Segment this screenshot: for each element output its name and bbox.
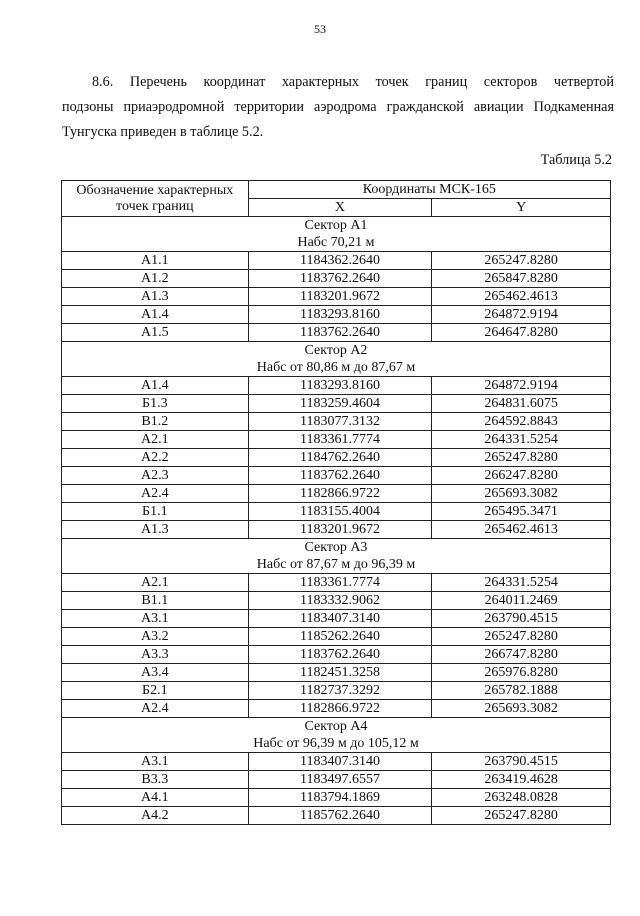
table-row bbox=[62, 324, 611, 342]
y-cell: 265693.3082 bbox=[432, 485, 611, 503]
point-cell: В1.2 bbox=[62, 413, 249, 431]
intro-line-1: 8.6. Перечень координат характерных точек границ секторов четвертой bbox=[92, 74, 614, 90]
point-cell: А3.2 bbox=[62, 628, 249, 646]
sector-header bbox=[62, 539, 611, 574]
header-coordinates: Координаты МСК-165 bbox=[248, 181, 610, 199]
x-cell: 1183361.7774 bbox=[248, 431, 432, 449]
header-x: X bbox=[248, 199, 432, 217]
y-cell: 265247.8280 bbox=[432, 628, 611, 646]
x-cell: 1183762.2640 bbox=[248, 324, 432, 342]
sector-title: Сектор А3 bbox=[304, 540, 368, 555]
point-cell: А3.3 bbox=[62, 646, 249, 664]
x-cell: 1185762.2640 bbox=[248, 807, 432, 825]
point-cell: А2.1 bbox=[62, 431, 249, 449]
point-cell: А2.2 bbox=[62, 449, 249, 467]
point-cell: А3.4 bbox=[62, 664, 249, 682]
point-cell: А2.1 bbox=[62, 574, 249, 592]
table-row bbox=[62, 807, 611, 825]
point-cell: В1.1 bbox=[62, 592, 249, 610]
x-cell: 1183259.4604 bbox=[248, 395, 432, 413]
x-cell: 1183794.1869 bbox=[248, 789, 432, 807]
y-cell: 265247.8280 bbox=[432, 807, 611, 825]
coordinates-table bbox=[61, 180, 611, 825]
table-row bbox=[62, 377, 611, 395]
intro-line-2: подзоны приаэродромной территории аэродрома гражданской авиации Подкаменная bbox=[62, 99, 614, 115]
table-row bbox=[62, 395, 611, 413]
x-cell: 1183762.2640 bbox=[248, 646, 432, 664]
y-cell: 264331.5254 bbox=[432, 574, 611, 592]
x-cell: 1183077.3132 bbox=[248, 413, 432, 431]
table-label: Таблица 5.2 bbox=[540, 152, 612, 168]
table-row bbox=[62, 288, 611, 306]
point-cell: А2.4 bbox=[62, 700, 249, 718]
x-cell: 1182451.3258 bbox=[248, 664, 432, 682]
intro-line-3: Тунгуска приведен в таблице 5.2. bbox=[62, 124, 264, 140]
sector-header-row bbox=[62, 217, 611, 252]
y-cell: 266247.8280 bbox=[432, 467, 611, 485]
table-row bbox=[62, 610, 611, 628]
y-cell: 263248.0828 bbox=[432, 789, 611, 807]
point-cell: А2.4 bbox=[62, 485, 249, 503]
table-row bbox=[62, 753, 611, 771]
x-cell: 1183293.8160 bbox=[248, 306, 432, 324]
y-cell: 263790.4515 bbox=[432, 610, 611, 628]
sector-height: Набс от 80,86 м до 87,67 м bbox=[256, 360, 416, 375]
y-cell: 265976.8280 bbox=[432, 664, 611, 682]
y-cell: 263419.4628 bbox=[432, 771, 611, 789]
sector-header bbox=[62, 342, 611, 377]
point-cell: А2.3 bbox=[62, 467, 249, 485]
point-cell: А4.1 bbox=[62, 789, 249, 807]
y-cell: 263790.4515 bbox=[432, 753, 611, 771]
table-header bbox=[62, 181, 611, 217]
x-cell: 1183293.8160 bbox=[248, 377, 432, 395]
y-cell: 265495.3471 bbox=[432, 503, 611, 521]
table-row bbox=[62, 628, 611, 646]
x-cell: 1183762.2640 bbox=[248, 270, 432, 288]
table-body bbox=[62, 217, 611, 825]
x-cell: 1184762.2640 bbox=[248, 449, 432, 467]
point-cell: В3.3 bbox=[62, 771, 249, 789]
x-cell: 1182737.3292 bbox=[248, 682, 432, 700]
y-cell: 265693.3082 bbox=[432, 700, 611, 718]
header-y: Y bbox=[432, 199, 611, 217]
table-row bbox=[62, 485, 611, 503]
point-cell: A1.5 bbox=[62, 324, 249, 342]
y-cell: 265782.1888 bbox=[432, 682, 611, 700]
table-row bbox=[62, 521, 611, 539]
x-cell: 1183155.4004 bbox=[248, 503, 432, 521]
point-cell: A1.3 bbox=[62, 288, 249, 306]
table-row bbox=[62, 664, 611, 682]
header-point-designation: Обозначение характерных точек границ bbox=[62, 181, 249, 217]
point-cell: А3.1 bbox=[62, 753, 249, 771]
point-cell: A1.4 bbox=[62, 377, 249, 395]
table-row bbox=[62, 431, 611, 449]
sector-header-row bbox=[62, 342, 611, 377]
y-cell: 265847.8280 bbox=[432, 270, 611, 288]
sector-header-row bbox=[62, 718, 611, 753]
x-cell: 1183361.7774 bbox=[248, 574, 432, 592]
y-cell: 264647.8280 bbox=[432, 324, 611, 342]
x-cell: 1183407.3140 bbox=[248, 610, 432, 628]
sector-title: Сектор А1 bbox=[304, 218, 368, 233]
y-cell: 265462.4613 bbox=[432, 521, 611, 539]
x-cell: 1184362.2640 bbox=[248, 252, 432, 270]
sector-height: Набс от 87,67 м до 96,39 м bbox=[256, 557, 416, 572]
y-cell: 264831.6075 bbox=[432, 395, 611, 413]
table-row bbox=[62, 789, 611, 807]
x-cell: 1185262.2640 bbox=[248, 628, 432, 646]
point-cell: А3.1 bbox=[62, 610, 249, 628]
y-cell: 264872.9194 bbox=[432, 306, 611, 324]
table-row bbox=[62, 503, 611, 521]
point-cell: А1.3 bbox=[62, 521, 249, 539]
point-cell: A1.1 bbox=[62, 252, 249, 270]
table-row bbox=[62, 270, 611, 288]
x-cell: 1183201.9672 bbox=[248, 521, 432, 539]
point-cell: Б2.1 bbox=[62, 682, 249, 700]
y-cell: 264331.5254 bbox=[432, 431, 611, 449]
table-row bbox=[62, 682, 611, 700]
table-row bbox=[62, 252, 611, 270]
sector-title: Сектор А2 bbox=[304, 343, 368, 358]
x-cell: 1183332.9062 bbox=[248, 592, 432, 610]
intro-paragraph bbox=[62, 70, 614, 145]
table-row bbox=[62, 592, 611, 610]
y-cell: 265247.8280 bbox=[432, 449, 611, 467]
sector-header-row bbox=[62, 539, 611, 574]
table-row bbox=[62, 771, 611, 789]
sector-title: Сектор А4 bbox=[304, 719, 368, 734]
x-cell: 1182866.9722 bbox=[248, 485, 432, 503]
table-row bbox=[62, 646, 611, 664]
sector-header bbox=[62, 217, 611, 252]
x-cell: 1183407.3140 bbox=[248, 753, 432, 771]
sector-height: Набс от 96,39 м до 105,12 м bbox=[253, 736, 419, 751]
point-cell: A1.4 bbox=[62, 306, 249, 324]
y-cell: 266747.8280 bbox=[432, 646, 611, 664]
table-row bbox=[62, 413, 611, 431]
y-cell: 265247.8280 bbox=[432, 252, 611, 270]
table-row bbox=[62, 700, 611, 718]
y-cell: 264011.2469 bbox=[432, 592, 611, 610]
table-row bbox=[62, 574, 611, 592]
x-cell: 1183762.2640 bbox=[248, 467, 432, 485]
table-row bbox=[62, 306, 611, 324]
y-cell: 265462.4613 bbox=[432, 288, 611, 306]
point-cell: Б1.1 bbox=[62, 503, 249, 521]
page-number: 53 bbox=[314, 22, 326, 36]
sector-height: Набс 70,21 м bbox=[297, 235, 375, 250]
sector-header bbox=[62, 718, 611, 753]
y-cell: 264872.9194 bbox=[432, 377, 611, 395]
point-cell: Б1.3 bbox=[62, 395, 249, 413]
y-cell: 264592.8843 bbox=[432, 413, 611, 431]
x-cell: 1183497.6557 bbox=[248, 771, 432, 789]
x-cell: 1182866.9722 bbox=[248, 700, 432, 718]
point-cell: A1.2 bbox=[62, 270, 249, 288]
table-row bbox=[62, 467, 611, 485]
x-cell: 1183201.9672 bbox=[248, 288, 432, 306]
table-row bbox=[62, 449, 611, 467]
point-cell: А4.2 bbox=[62, 807, 249, 825]
